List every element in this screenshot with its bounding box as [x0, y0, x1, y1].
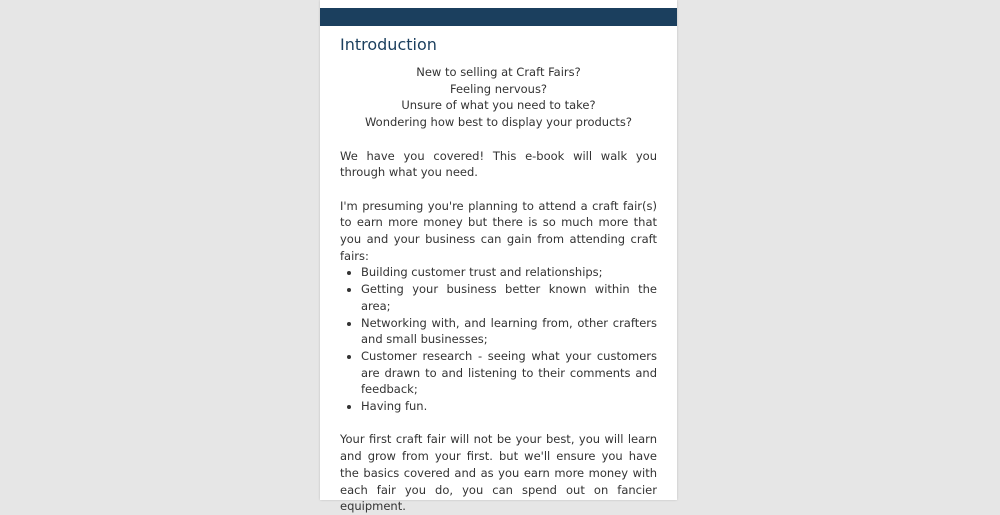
list-item: • Getting your business better known within the area;	[361, 281, 657, 314]
intro-questions	[340, 64, 657, 131]
paragraph-benefits: I'm presuming you're planning to attend a craft fair(s) to earn more money but there is so much more that you and your business can gain from attending craft fairs:	[340, 198, 657, 263]
list-item: • Networking with, and learning from, other crafters and small businesses;	[361, 315, 657, 348]
list-item: • Customer research - seeing what your customers are drawn to and listening to their comments and feedback;	[361, 348, 657, 398]
page-content	[320, 26, 677, 515]
paragraph-first-fair: Your first craft fair will not be your best, you will learn and grow from your first. but we'll ensure you have the basics covered and as you earn more money with each fair you do, you can spend out on fancier equipment.	[340, 432, 657, 514]
page-top-strip	[320, 0, 677, 8]
intro-line: New to selling at Craft Fairs?	[416, 65, 581, 79]
page-header-bar	[320, 8, 677, 26]
paragraph-covered: We have you covered! This e-book will walk you through what you need.	[340, 148, 657, 180]
section-heading: Introduction	[340, 35, 437, 54]
list-item: • Having fun.	[361, 398, 657, 415]
intro-line: Wondering how best to display your products?	[364, 115, 632, 130]
benefits-list	[340, 264, 657, 414]
intro-line: Feeling nervous?	[449, 81, 548, 96]
document-page	[320, 0, 677, 514]
list-item: • Building customer trust and relationships;	[361, 264, 657, 281]
intro-line: Unsure of what you need to take?	[401, 98, 596, 113]
